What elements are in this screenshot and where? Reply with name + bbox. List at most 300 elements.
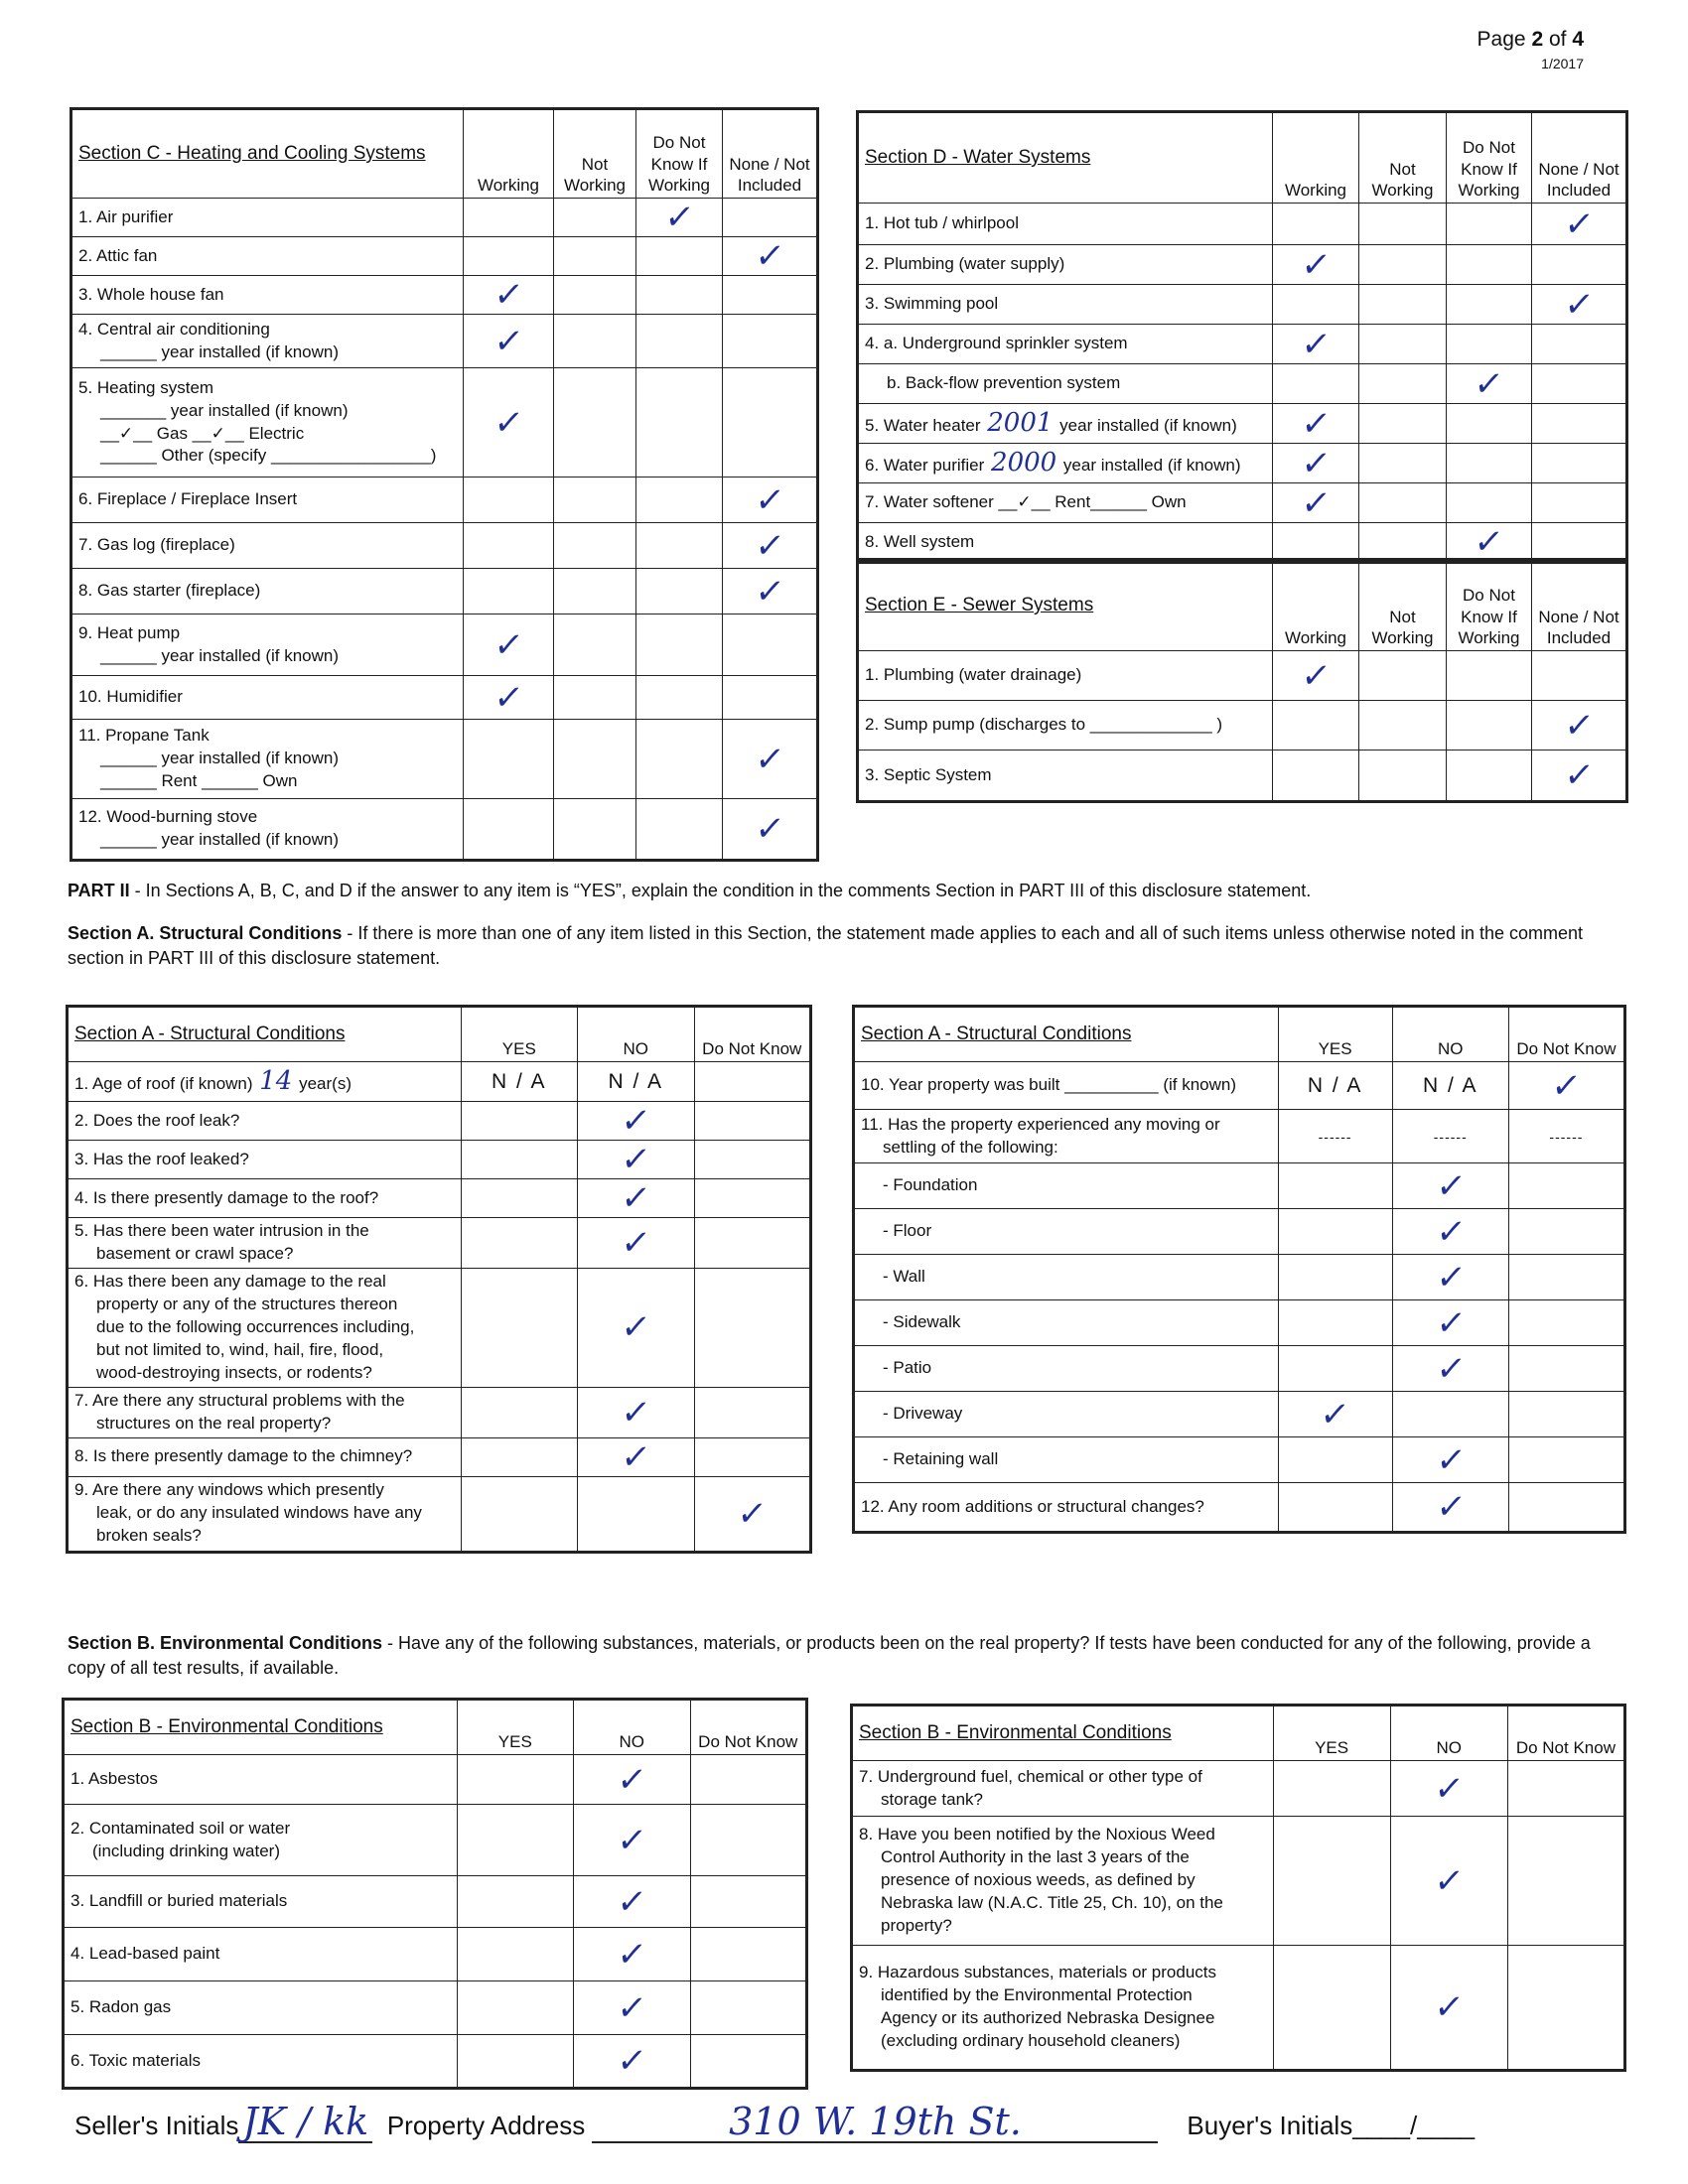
handwritten-value: 2001 <box>987 408 1054 438</box>
answer-cell[interactable] <box>690 1755 806 1805</box>
form-revision: 1/2017 <box>1541 56 1584 71</box>
section-a-left-table <box>66 1005 812 1554</box>
item-label: 9. Heat pump ______ year installed (if known) <box>71 614 464 676</box>
answer-cell[interactable] <box>1507 1946 1624 2071</box>
check-mark: ✓ <box>752 525 787 566</box>
answer-cell[interactable] <box>574 2035 690 2089</box>
answer-cell[interactable] <box>1273 1946 1390 2071</box>
answer-cell[interactable] <box>1390 1817 1507 1946</box>
section-d-title: Section D - Water Systems <box>858 112 1273 204</box>
table-row <box>852 1817 1625 1946</box>
answer-cell[interactable] <box>461 1218 577 1269</box>
answer-cell[interactable] <box>694 1268 810 1387</box>
answer-cell[interactable] <box>723 478 818 523</box>
answer-cell[interactable] <box>578 1268 694 1387</box>
answer-cell[interactable] <box>1392 1062 1508 1110</box>
answer-cell[interactable] <box>636 720 723 799</box>
answer-cell[interactable] <box>636 799 723 861</box>
answer-cell[interactable] <box>1447 245 1532 285</box>
table-row <box>858 483 1627 523</box>
item-label: - Wall <box>854 1255 1279 1300</box>
answer-cell[interactable] <box>1508 1300 1624 1346</box>
answer-cell[interactable] <box>636 523 723 569</box>
answer-cell[interactable] <box>1359 651 1447 701</box>
col-do-not-know: Do Not Know <box>690 1700 806 1755</box>
answer-cell[interactable] <box>636 614 723 676</box>
answer-cell[interactable] <box>461 1062 577 1102</box>
col-yes: YES <box>461 1007 577 1062</box>
check-mark: ✓ <box>491 321 526 361</box>
check-mark: ✓ <box>752 479 787 520</box>
answer-cell[interactable] <box>1532 325 1627 364</box>
answer-cell[interactable] <box>694 1141 810 1179</box>
answer-cell[interactable] <box>464 368 554 478</box>
answer-cell[interactable] <box>1390 1761 1507 1817</box>
answer-cell[interactable] <box>723 720 818 799</box>
answer-cell[interactable] <box>464 523 554 569</box>
answer-cell[interactable] <box>464 569 554 614</box>
section-c-title: Section C - Heating and Cooling Systems <box>71 109 464 199</box>
table-row <box>858 364 1627 404</box>
answer-cell[interactable] <box>723 676 818 720</box>
answer-cell[interactable] <box>1392 1437 1508 1483</box>
answer-cell[interactable] <box>1447 364 1532 404</box>
answer-cell[interactable] <box>1447 701 1532 751</box>
table-row <box>854 1392 1625 1437</box>
answer-cell[interactable] <box>723 199 818 237</box>
answer-cell[interactable] <box>574 1928 690 1981</box>
answer-cell[interactable] <box>457 1805 573 1876</box>
answer-cell[interactable] <box>1278 1062 1392 1110</box>
answer-cell[interactable] <box>694 1102 810 1141</box>
answer-cell[interactable] <box>578 1062 694 1102</box>
answer-cell[interactable] <box>457 1876 573 1928</box>
col-working: Working <box>1273 112 1359 204</box>
table-row <box>854 1062 1625 1110</box>
col-do-not-know: Do Not Know If Working <box>1447 112 1532 204</box>
answer-cell[interactable] <box>461 1141 577 1179</box>
col-yes: YES <box>457 1700 573 1755</box>
item-label: 8. Is there presently damage to the chimney? <box>68 1437 462 1476</box>
answer-cell[interactable] <box>636 569 723 614</box>
check-mark: ✓ <box>615 1820 649 1860</box>
answer-cell[interactable] <box>636 199 723 237</box>
item-label: 3. Has the roof leaked? <box>68 1141 462 1179</box>
check-mark: ✓ <box>1432 1768 1467 1809</box>
item-label: 5. Heating system _______ year installed (if known) __✓__ Gas __✓__ Electric ______ Other (specify _________________) <box>71 368 464 478</box>
answer-cell[interactable] <box>636 315 723 368</box>
answer-cell[interactable] <box>554 199 636 237</box>
answer-cell[interactable] <box>1278 1300 1392 1346</box>
na-value: N / A <box>1307 1073 1363 1097</box>
answer-cell[interactable] <box>690 1981 806 2035</box>
table-row <box>68 1102 811 1141</box>
col-do-not-know: Do Not Know If Working <box>1447 560 1532 651</box>
answer-cell[interactable] <box>1508 1437 1624 1483</box>
check-mark: ✓ <box>491 275 526 315</box>
answer-cell[interactable] <box>1392 1300 1508 1346</box>
check-mark: ✓ <box>615 1881 649 1922</box>
answer-cell[interactable] <box>1532 483 1627 523</box>
item-label: 11. Has the property experienced any moving or settling of the following: <box>854 1110 1279 1163</box>
answer-cell[interactable] <box>464 720 554 799</box>
answer-cell[interactable] <box>1447 285 1532 325</box>
item-label: 3. Swimming pool <box>858 285 1273 325</box>
answer-cell[interactable] <box>636 237 723 276</box>
section-a-intro: Section A. Structural Conditions - If there is more than one of any item listed in this Section, the statement made applies to each and all of such items unless otherwise noted in the comment section in PART III of this disclosure statement. <box>68 923 1584 969</box>
table-row <box>854 1437 1625 1483</box>
check-mark: ✓ <box>1472 363 1506 404</box>
answer-cell[interactable] <box>464 799 554 861</box>
answer-cell[interactable] <box>1273 204 1359 245</box>
answer-cell[interactable] <box>1447 483 1532 523</box>
answer-cell[interactable] <box>1273 245 1359 285</box>
answer-cell[interactable] <box>1273 285 1359 325</box>
check-mark: ✓ <box>619 1178 653 1219</box>
table-row <box>71 478 818 523</box>
answer-cell[interactable] <box>723 237 818 276</box>
answer-cell[interactable] <box>554 523 636 569</box>
col-no: NO <box>578 1007 694 1062</box>
answer-cell[interactable] <box>578 1387 694 1437</box>
answer-cell[interactable] <box>464 315 554 368</box>
answer-cell[interactable] <box>636 478 723 523</box>
answer-cell[interactable] <box>1447 651 1532 701</box>
answer-cell[interactable] <box>1392 1209 1508 1255</box>
answer-cell[interactable] <box>1447 325 1532 364</box>
item-label: 2. Sump pump (discharges to _____________ ) <box>858 701 1273 751</box>
answer-cell[interactable] <box>578 1102 694 1141</box>
answer-cell[interactable] <box>1508 1392 1624 1437</box>
answer-cell[interactable] <box>1508 1062 1624 1110</box>
check-mark: ✓ <box>491 624 526 665</box>
answer-cell[interactable] <box>1359 364 1447 404</box>
table-row <box>858 285 1627 325</box>
check-mark: ✓ <box>619 1307 653 1348</box>
answer-cell[interactable] <box>694 1218 810 1269</box>
handwritten-value: 2000 <box>991 448 1057 478</box>
answer-cell[interactable] <box>1359 325 1447 364</box>
part2-paragraph: PART II - In Sections A, B, C, and D if the answer to any item is “YES”, explain the condition in the comments Section in PART III of this disclosure statement. <box>68 881 1312 900</box>
item-label: 1. Age of roof (if known) 14 year(s) <box>68 1062 462 1102</box>
answer-cell[interactable] <box>578 1141 694 1179</box>
answer-cell[interactable] <box>554 569 636 614</box>
item-label: 1. Plumbing (water drainage) <box>858 651 1273 701</box>
answer-cell[interactable] <box>1273 1817 1390 1946</box>
item-label: 7. Water softener __✓__ Rent______ Own <box>858 483 1273 523</box>
answer-cell[interactable] <box>636 276 723 315</box>
answer-cell[interactable] <box>1273 404 1359 444</box>
check-mark: ✓ <box>1561 705 1597 746</box>
answer-cell[interactable] <box>464 614 554 676</box>
answer-cell[interactable] <box>1359 404 1447 444</box>
item-label: 6. Water purifier 2000 year installed (if known) <box>858 444 1273 483</box>
table-row <box>64 1981 807 2035</box>
answer-cell[interactable] <box>461 1387 577 1437</box>
answer-cell[interactable] <box>1273 751 1359 802</box>
col-not-working: Not Working <box>554 109 636 199</box>
answer-cell[interactable] <box>574 1876 690 1928</box>
answer-cell[interactable] <box>1273 364 1359 404</box>
item-label: 10. Humidifier <box>71 676 464 720</box>
answer-cell[interactable] <box>1273 444 1359 483</box>
answer-cell[interactable] <box>690 1876 806 1928</box>
answer-cell[interactable] <box>1532 523 1627 563</box>
check-mark: ✓ <box>1549 1065 1584 1106</box>
answer-cell[interactable] <box>1508 1255 1624 1300</box>
answer-cell[interactable] <box>461 1437 577 1476</box>
buyer-initials-field[interactable]: ____/____ <box>1352 2111 1476 2140</box>
table-row <box>858 245 1627 285</box>
answer-cell[interactable] <box>554 276 636 315</box>
answer-cell[interactable] <box>1532 245 1627 285</box>
table-row <box>854 1346 1625 1392</box>
answer-cell[interactable] <box>1532 651 1627 701</box>
answer-cell[interactable] <box>554 799 636 861</box>
check-mark: ✓ <box>1561 284 1597 325</box>
item-label: 4. Lead-based paint <box>64 1928 458 1981</box>
section-a-title: Section A - Structural Conditions <box>854 1007 1279 1062</box>
answer-cell[interactable] <box>1507 1817 1624 1946</box>
table-row <box>858 701 1627 751</box>
col-yes: YES <box>1273 1706 1390 1761</box>
answer-cell[interactable] <box>1532 204 1627 245</box>
answer-cell[interactable] <box>1273 483 1359 523</box>
answer-cell[interactable] <box>1278 1255 1392 1300</box>
check-mark: ✓ <box>1298 324 1334 364</box>
answer-cell[interactable] <box>464 237 554 276</box>
answer-cell[interactable] <box>1273 523 1359 563</box>
answer-cell[interactable] <box>1532 444 1627 483</box>
answer-cell[interactable] <box>554 368 636 478</box>
answer-cell[interactable] <box>554 720 636 799</box>
answer-cell[interactable] <box>1359 701 1447 751</box>
answer-cell[interactable] <box>1532 364 1627 404</box>
answer-cell[interactable] <box>574 1805 690 1876</box>
table-row <box>64 1928 807 1981</box>
answer-cell[interactable] <box>1447 444 1532 483</box>
answer-cell[interactable] <box>723 315 818 368</box>
section-d-table <box>856 110 1628 564</box>
answer-cell[interactable] <box>1278 1209 1392 1255</box>
answer-cell[interactable] <box>574 1981 690 2035</box>
answer-cell[interactable] <box>1278 1437 1392 1483</box>
answer-cell[interactable] <box>1447 523 1532 563</box>
answer-cell[interactable] <box>461 1102 577 1141</box>
section-e-title: Section E - Sewer Systems <box>858 560 1273 651</box>
item-label: - Sidewalk <box>854 1300 1279 1346</box>
answer-cell[interactable] <box>1273 701 1359 751</box>
answer-cell[interactable] <box>1278 1346 1392 1392</box>
answer-cell[interactable] <box>1273 651 1359 701</box>
table-row <box>64 1805 807 1876</box>
handwritten-value: 14 <box>259 1066 293 1096</box>
check-mark: ✓ <box>615 2041 649 2081</box>
answer-cell[interactable] <box>690 1805 806 1876</box>
answer-cell[interactable] <box>461 1476 577 1552</box>
answer-cell[interactable] <box>1508 1163 1624 1209</box>
answer-cell[interactable] <box>1278 1110 1392 1163</box>
seller-initials-field[interactable]: JK / kk <box>238 2103 372 2143</box>
answer-cell[interactable] <box>578 1437 694 1476</box>
answer-cell[interactable] <box>1532 751 1627 802</box>
item-label: 2. Plumbing (water supply) <box>858 245 1273 285</box>
item-label: 3. Septic System <box>858 751 1273 802</box>
table-row <box>854 1163 1625 1209</box>
answer-cell[interactable] <box>1532 701 1627 751</box>
answer-cell[interactable] <box>554 478 636 523</box>
section-b-left-table <box>62 1698 808 2090</box>
table-row <box>68 1218 811 1269</box>
col-do-not-know: Do Not Know <box>694 1007 810 1062</box>
answer-cell[interactable] <box>1359 285 1447 325</box>
table-row <box>858 651 1627 701</box>
answer-cell[interactable] <box>554 315 636 368</box>
col-not-working: Not Working <box>1359 560 1447 651</box>
answer-cell[interactable] <box>464 676 554 720</box>
table-row <box>858 325 1627 364</box>
table-row <box>71 614 818 676</box>
answer-cell[interactable] <box>690 2035 806 2089</box>
answer-cell[interactable] <box>1392 1346 1508 1392</box>
table-row <box>64 2035 807 2089</box>
item-label: 6. Fireplace / Fireplace Insert <box>71 478 464 523</box>
answer-cell[interactable] <box>554 614 636 676</box>
col-no: NO <box>1390 1706 1507 1761</box>
answer-cell[interactable] <box>1532 285 1627 325</box>
answer-cell[interactable] <box>636 368 723 478</box>
property-address-label: Property Address <box>386 2111 586 2140</box>
answer-cell[interactable] <box>1447 751 1532 802</box>
answer-cell[interactable] <box>694 1437 810 1476</box>
item-label: - Retaining wall <box>854 1437 1279 1483</box>
item-label: 1. Asbestos <box>64 1755 458 1805</box>
col-do-not-know: Do Not Know <box>1507 1706 1624 1761</box>
answer-cell[interactable] <box>1508 1346 1624 1392</box>
answer-cell[interactable] <box>457 2035 573 2089</box>
item-label: b. Back-flow prevention system <box>858 364 1273 404</box>
answer-cell[interactable] <box>1273 325 1359 364</box>
item-label: 8. Well system <box>858 523 1273 563</box>
answer-cell[interactable] <box>694 1062 810 1102</box>
dash-placeholder: ------ <box>1433 1128 1468 1145</box>
na-value: N / A <box>492 1069 547 1093</box>
answer-cell[interactable] <box>464 276 554 315</box>
answer-cell[interactable] <box>1508 1110 1624 1163</box>
answer-cell[interactable] <box>723 799 818 861</box>
check-mark: ✓ <box>1433 1487 1468 1527</box>
check-mark: ✓ <box>615 1759 649 1800</box>
table-row <box>858 523 1627 563</box>
answer-cell[interactable] <box>457 1755 573 1805</box>
answer-cell[interactable] <box>461 1268 577 1387</box>
check-mark: ✓ <box>752 739 787 779</box>
check-mark: ✓ <box>752 571 787 612</box>
table-row <box>68 1141 811 1179</box>
answer-cell[interactable] <box>723 368 818 478</box>
answer-cell[interactable] <box>554 237 636 276</box>
table-row <box>71 720 818 799</box>
col-no: NO <box>1392 1007 1508 1062</box>
answer-cell[interactable] <box>723 276 818 315</box>
answer-cell[interactable] <box>1390 1946 1507 2071</box>
answer-cell[interactable] <box>723 523 818 569</box>
answer-cell[interactable] <box>1359 444 1447 483</box>
item-label: - Driveway <box>854 1392 1279 1437</box>
answer-cell[interactable] <box>1359 523 1447 563</box>
check-mark: ✓ <box>752 236 787 276</box>
answer-cell[interactable] <box>723 614 818 676</box>
answer-cell[interactable] <box>1278 1483 1392 1533</box>
answer-cell[interactable] <box>723 569 818 614</box>
answer-cell[interactable] <box>690 1928 806 1981</box>
answer-cell[interactable] <box>1392 1483 1508 1533</box>
check-mark: ✓ <box>661 198 697 237</box>
answer-cell[interactable] <box>574 1755 690 1805</box>
item-label: 7. Gas log (fireplace) <box>71 523 464 569</box>
answer-cell[interactable] <box>694 1476 810 1552</box>
answer-cell[interactable] <box>457 1928 573 1981</box>
answer-cell[interactable] <box>1392 1163 1508 1209</box>
answer-cell[interactable] <box>1359 751 1447 802</box>
answer-cell[interactable] <box>578 1179 694 1218</box>
answer-cell[interactable] <box>1508 1209 1624 1255</box>
answer-cell[interactable] <box>1392 1110 1508 1163</box>
answer-cell[interactable] <box>1359 245 1447 285</box>
answer-cell[interactable] <box>578 1476 694 1552</box>
check-mark: ✓ <box>619 1223 653 1264</box>
item-label: 3. Landfill or buried materials <box>64 1876 458 1928</box>
col-not-working: Not Working <box>1359 112 1447 204</box>
check-mark: ✓ <box>735 1493 770 1534</box>
answer-cell[interactable] <box>1359 204 1447 245</box>
answer-cell[interactable] <box>1278 1392 1392 1437</box>
answer-cell[interactable] <box>464 478 554 523</box>
table-row <box>71 237 818 276</box>
answer-cell[interactable] <box>1508 1483 1624 1533</box>
answer-cell[interactable] <box>1359 483 1447 523</box>
answer-cell[interactable] <box>461 1179 577 1218</box>
answer-cell[interactable] <box>578 1218 694 1269</box>
answer-cell[interactable] <box>1278 1163 1392 1209</box>
item-label: 7. Are there any structural problems with the structures on the real property? <box>68 1387 462 1437</box>
check-mark: ✓ <box>1298 244 1334 285</box>
answer-cell[interactable] <box>1392 1255 1508 1300</box>
table-row <box>854 1300 1625 1346</box>
answer-cell[interactable] <box>694 1179 810 1218</box>
answer-cell[interactable] <box>1273 1761 1390 1817</box>
item-label: 3. Whole house fan <box>71 276 464 315</box>
answer-cell[interactable] <box>1532 404 1627 444</box>
table-row <box>64 1876 807 1928</box>
col-working: Working <box>464 109 554 199</box>
na-value: N / A <box>1422 1073 1478 1097</box>
answer-cell[interactable] <box>1447 404 1532 444</box>
col-yes: YES <box>1278 1007 1392 1062</box>
answer-cell[interactable] <box>464 199 554 237</box>
section-a-right-table <box>852 1005 1626 1534</box>
answer-cell[interactable] <box>554 676 636 720</box>
answer-cell[interactable] <box>1507 1761 1624 1817</box>
answer-cell[interactable] <box>1447 204 1532 245</box>
answer-cell[interactable] <box>457 1981 573 2035</box>
answer-cell[interactable] <box>694 1387 810 1437</box>
check-mark: ✓ <box>1298 403 1334 444</box>
check-mark: ✓ <box>615 1987 649 2028</box>
property-address-field[interactable]: 310 W. 19th St. <box>592 2103 1158 2143</box>
answer-cell[interactable] <box>1392 1392 1508 1437</box>
answer-cell[interactable] <box>636 676 723 720</box>
